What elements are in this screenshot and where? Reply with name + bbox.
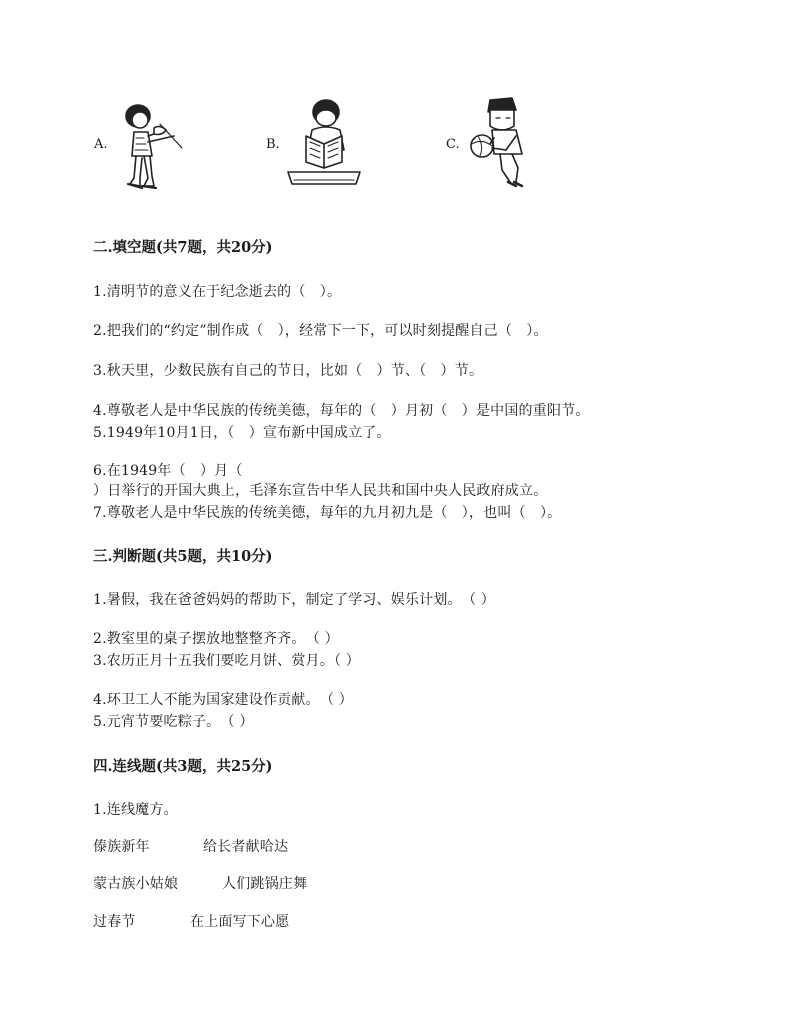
fill-blank-question-2: 2.把我们的“约定”制作成（ ），经常下一下，可以时刻提醒自己（ ）。 xyxy=(93,323,548,339)
option-c-letter: C. xyxy=(446,137,460,152)
section-3-heading: 三.判断题(共5题，共10分) xyxy=(93,548,273,565)
true-false-question-1: 1.暑假，我在爸爸妈妈的帮助下，制定了学习、娱乐计划。 （ ） xyxy=(93,592,496,608)
fill-blank-question-5: 5.1949年10月1日，（ ）宣布新中国成立了。 xyxy=(93,425,391,441)
true-false-question-2: 2.教室里的桌子摆放地整整齐齐。 （ ） xyxy=(93,631,339,647)
true-false-question-4: 4.环卫工人不能为国家建设作贡献。 （ ） xyxy=(93,692,354,708)
fill-blank-question-6-line-2: ）日举行的开国大典上，毛泽东宣告中华人民共和国中央人民政府成立。 xyxy=(93,483,548,499)
matching-right-item-2: 人们跳锅庄舞 xyxy=(222,876,308,892)
fill-blank-question-4: 4.尊敬老人是中华民族的传统美德，每年的（ ）月初（ ）是中国的重阳节。 xyxy=(93,403,590,419)
matching-left-item-1: 傣族新年 xyxy=(93,839,150,855)
fill-blank-question-7: 7.尊敬老人是中华民族的传统美德，每年的九月初九是（ ），也叫（ ）。 xyxy=(93,505,562,521)
section-2-heading: 二.填空题(共7题，共20分) xyxy=(93,239,273,256)
option-b-letter: B. xyxy=(266,137,280,152)
matching-left-item-2: 蒙古族小姑娘 xyxy=(93,876,179,892)
matching-right-item-3: 在上面写下心愿 xyxy=(190,914,290,930)
section-4-heading: 四.连线题(共3题，共25分) xyxy=(93,758,273,775)
true-false-question-3: 3.农历正月十五我们要吃月饼、赏月。（ ） xyxy=(93,653,361,669)
option-a-letter: A. xyxy=(94,137,108,152)
fill-blank-question-6-line-1: 6.在1949年（ ）月（ xyxy=(93,463,243,479)
matching-question-1: 1.连线魔方。 xyxy=(93,802,178,818)
violin-player-icon xyxy=(114,98,190,196)
reading-child-icon xyxy=(284,96,364,188)
matching-right-item-1: 给长者献哈达 xyxy=(203,839,289,855)
fill-blank-question-3: 3.秋天里，少数民族有自己的节日，比如（ ）节、（ ）节。 xyxy=(93,363,484,379)
fill-blank-question-1: 1.清明节的意义在于纪念逝去的（ ）。 xyxy=(93,284,342,300)
true-false-question-5: 5.元宵节要吃粽子。 （ ） xyxy=(93,714,254,730)
matching-left-item-3: 过春节 xyxy=(93,914,136,930)
basketball-player-icon xyxy=(466,94,536,194)
